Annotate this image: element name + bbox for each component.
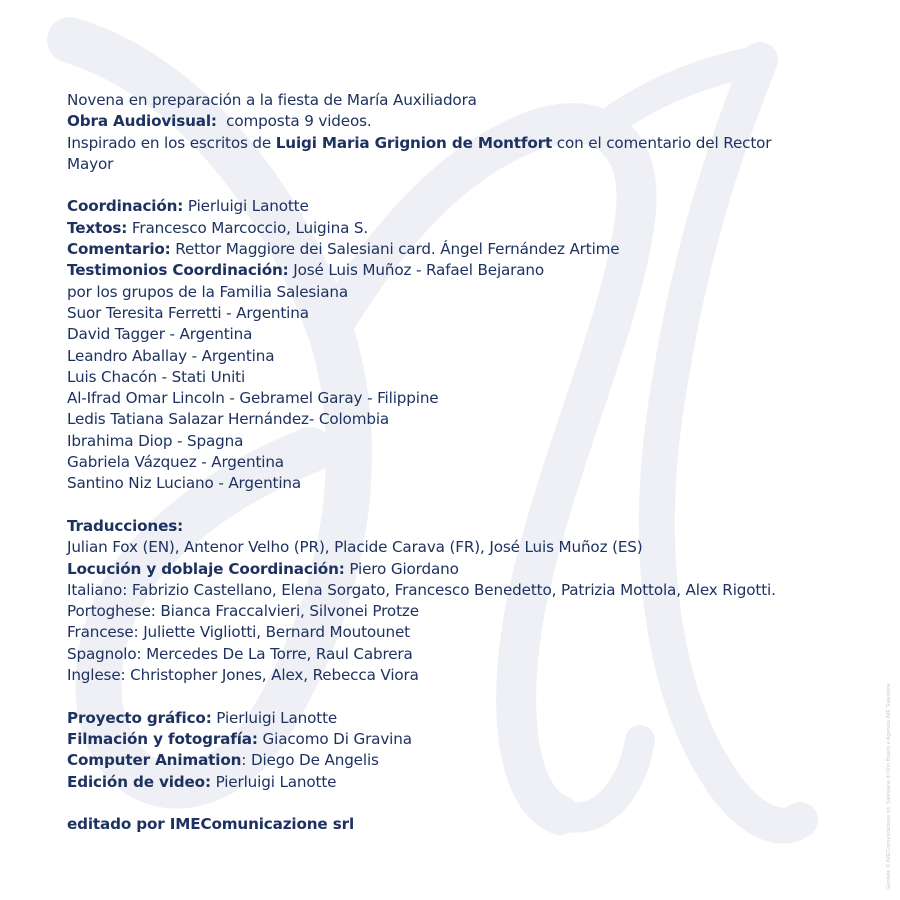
spacer: [67, 175, 857, 196]
animation-label: Computer Animation: [67, 751, 242, 770]
voice-item: [67, 665, 857, 686]
proyecto-value: Pierluigi Lanotte: [211, 708, 338, 727]
testimonial-item: [67, 303, 857, 324]
obra-value: composta 9 videos.: [216, 112, 372, 131]
title-line: [67, 90, 857, 111]
proyecto-line: [67, 708, 857, 729]
locucion-line: [67, 559, 857, 580]
testimonial-item: [67, 324, 857, 345]
testimonial-text: Leandro Aballay - Argentina: [67, 346, 275, 365]
proyecto-label: Proyecto gráfico:: [67, 708, 212, 727]
locucion-value: Piero Giordano: [344, 559, 459, 578]
testimonios-note: por los grupos de la Familia Salesiana: [67, 282, 349, 301]
testimonios-line: [67, 260, 857, 281]
testimonial-item: [67, 388, 857, 409]
testimonial-text: David Tagger - Argentina: [67, 325, 253, 344]
animation-line: [67, 750, 857, 771]
testimonios-note-line: [67, 282, 857, 303]
testimonial-item: [67, 431, 857, 452]
inspired-cont-line: [67, 154, 857, 175]
comentario-line: [67, 239, 857, 260]
textos-line: [67, 218, 857, 239]
coordinacion-line: [67, 196, 857, 217]
textos-value: Francesco Marcoccio, Luigina S.: [127, 218, 369, 237]
obra-line: [67, 111, 857, 132]
testimonial-text: Suor Teresita Ferretti - Argentina: [67, 303, 309, 322]
spacer: [67, 686, 857, 707]
traducciones-label: Traducciones:: [67, 516, 184, 535]
traducciones-value-line: [67, 537, 857, 558]
testimonial-text: Santino Niz Luciano - Argentina: [67, 474, 302, 493]
testimonial-text: Luis Chacón - Stati Uniti: [67, 367, 246, 386]
credits-document: [67, 90, 857, 835]
testimonial-text: Gabriela Vázquez - Argentina: [67, 453, 284, 472]
testimonial-item: [67, 473, 857, 494]
comentario-value: Rettor Maggiore dei Salesiani card. Ángel Fernández Artime: [170, 240, 620, 259]
inspired-prefix: Inspirado en los escritos de: [67, 133, 276, 152]
filmacion-value: Giacomo Di Gravina: [257, 729, 412, 748]
voice-item: [67, 580, 857, 601]
testimonios-value: José Luis Muñoz - Rafael Bejarano: [288, 261, 545, 280]
filmacion-label: Filmación y fotografía:: [67, 729, 258, 748]
animation-value: : Diego De Angelis: [241, 751, 379, 770]
edicion-value: Pierluigi Lanotte: [210, 772, 337, 791]
testimonios-label: Testimonios Coordinación:: [67, 261, 289, 280]
spacer: [67, 495, 857, 516]
publisher-text: editado por IMEComunicazione srl: [67, 815, 355, 834]
obra-label: Obra Audiovisual:: [67, 112, 217, 131]
inspired-cont: Mayor: [67, 154, 114, 173]
voice-text: Francese: Juliette Vigliotti, Bernard Moutounet: [67, 623, 410, 642]
voice-text: Inglese: Christopher Jones, Alex, Rebecca Viora: [67, 666, 419, 685]
edicion-label: Edición de video:: [67, 772, 211, 791]
comentario-label: Comentario:: [67, 240, 171, 259]
voice-text: Italiano: Fabrizio Castellano, Elena Sorgato, Francesco Benedetto, Patrizia Mottola, Alex Rigotti.: [67, 580, 776, 599]
locucion-label: Locución y doblaje Coordinación:: [67, 559, 345, 578]
inspired-line: [67, 133, 857, 154]
voice-item: [67, 601, 857, 622]
testimonial-item: [67, 452, 857, 473]
testimonial-item: [67, 367, 857, 388]
traducciones-label-line: [67, 516, 857, 537]
filmacion-line: [67, 729, 857, 750]
coordinacion-label: Coordinación:: [67, 197, 184, 216]
textos-label: Textos:: [67, 218, 128, 237]
publisher-line: [67, 814, 857, 835]
spacer: [67, 793, 857, 814]
testimonial-item: [67, 346, 857, 367]
testimonial-item: [67, 409, 857, 430]
voice-item: [67, 644, 857, 665]
inspired-suffix: con el comentario del Rector: [552, 133, 772, 152]
title-text: Novena en preparación a la fiesta de María Auxiliadora: [67, 91, 477, 109]
testimonial-text: Ledis Tatiana Salazar Hernández- Colombia: [67, 410, 390, 429]
inspired-author: Luigi Maria Grignion de Montfort: [275, 133, 553, 152]
edicion-line: [67, 772, 857, 793]
side-credit: Gentiale © IMEComunicazione srl. Salesiane di Don Bosco e Agenzia IME Salesiane: [886, 683, 892, 890]
voice-item: [67, 622, 857, 643]
testimonial-text: Al-Ifrad Omar Lincoln - Gebramel Garay - Filippine: [67, 389, 439, 408]
voice-text: Spagnolo: Mercedes De La Torre, Raul Cabrera: [67, 644, 413, 663]
coordinacion-value: Pierluigi Lanotte: [183, 197, 309, 216]
voice-text: Portoghese: Bianca Fraccalvieri, Silvonei Protze: [67, 602, 419, 621]
traducciones-value: Julian Fox (EN), Antenor Velho (PR), Placide Carava (FR), José Luis Muñoz (ES): [67, 538, 643, 557]
testimonial-text: Ibrahima Diop - Spagna: [67, 431, 244, 450]
